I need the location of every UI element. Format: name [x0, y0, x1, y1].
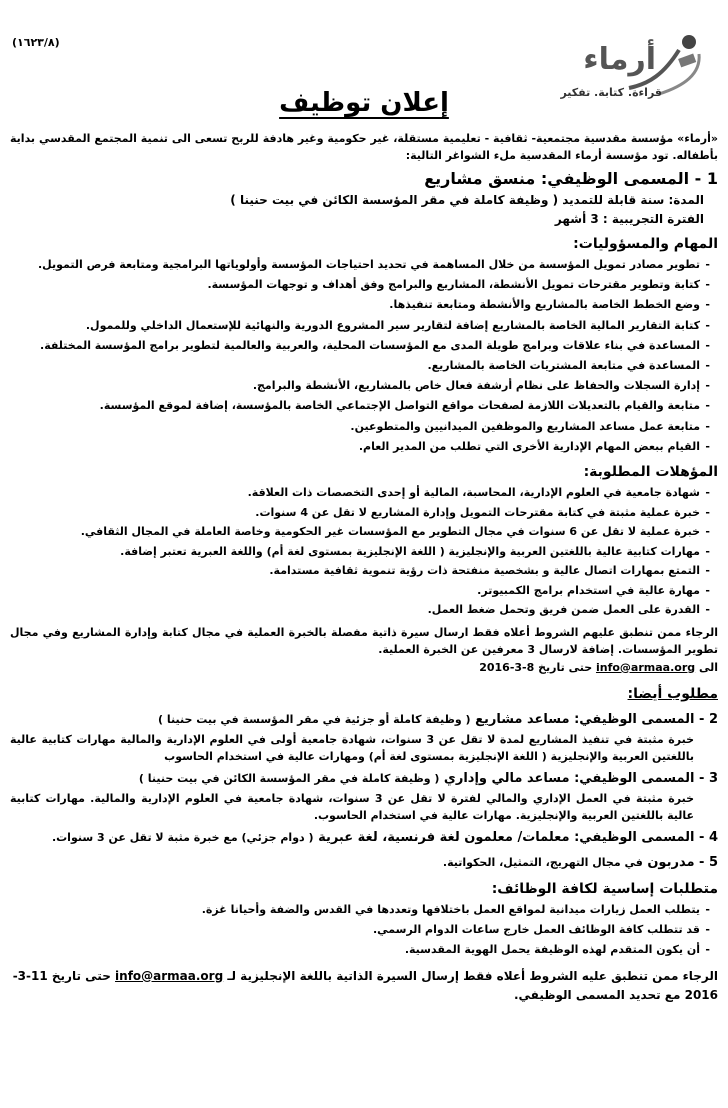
closing-paragraph-2 — [10, 967, 718, 1005]
job4-extra: ( دوام جزئي) مع خبرة مثبة لا تقل عن 3 سنوات. — [51, 831, 314, 845]
duties-heading: المهام والمسؤوليات: — [573, 236, 718, 252]
list-item: - القيام ببعض المهام الإدارية الأخرى التي تطلب من المدير العام. — [10, 437, 700, 457]
list-item: - خبرة عملية لا تقل عن 6 سنوات في مجال التطوير مع المؤسسات غير الحكومية وخاصة العاملة في المجال الثقافي. — [10, 522, 700, 542]
requirements-heading: متطلبات إساسية لكافة الوظائف: — [491, 881, 718, 898]
list-item: - خبرة عملية مثبتة في كتابة مقترحات التمويل وإدارة المشاريع لا تقل عن 4 سنوات. — [10, 503, 700, 523]
also-needed-heading: مطلوب أيضا: — [627, 686, 718, 703]
list-item: - كتابة التقارير المالية الخاصة بالمشاريع إضافة لتقارير سير المشروع الدورية والنهائية للإستعمال الداخلي وللممول. — [10, 316, 700, 336]
closing-paragraph-1 — [10, 624, 718, 677]
list-item: - قد تتطلب كافة الوظائف العمل خارج ساعات الدوام الرسمي. — [10, 920, 700, 940]
list-item: - المساعدة في متابعة المشتريات الخاصة بالمشاريع. — [10, 356, 700, 376]
job1-probation: الفترة التجريبية : 3 أشهر — [554, 212, 704, 226]
job3-details: خبرة مثبتة في العمل الإداري والمالي لفترة لا تقل عن 3 سنوات، شهادة جامعية في العلوم الإدارية والمالية. مهارات كتابية عالية باللغتين العربية والإنجليزية. مهارات عالية في استخدام الحاسوب. — [10, 792, 694, 823]
logo-name: أرماء — [583, 42, 656, 77]
logo-tagline: قراءة. كتابة. تفكير — [560, 86, 662, 99]
job5-heading — [10, 852, 718, 874]
closing2-text: الرجاء ممن تنطبق عليه الشروط أعلاه فقط إرسال السيرة الذاتية باللغة الإنجليزية لـ — [227, 968, 718, 983]
closing1-deadline: حتى تاريخ 8-3-2016 — [479, 660, 593, 674]
job1-details — [10, 191, 718, 229]
duties-list — [10, 255, 718, 457]
email-link-2[interactable]: info@armaa.org — [115, 968, 224, 983]
email-link-1[interactable]: info@armaa.org — [595, 660, 696, 674]
reference-code: (١٦٢٣/٨) — [12, 36, 60, 49]
list-item: - القدرة على العمل ضمن فريق وتحمل ضغط العمل. — [10, 600, 700, 620]
job5-extra: في مجال التهريج، التمثيل، الحكواتية. — [442, 856, 643, 870]
job1-heading: 1 - المسمى الوظيفي: منسق مشاريع — [424, 169, 718, 188]
job3-title: 3 - المسمى الوظيفي: مساعد مالي وإداري — [443, 771, 718, 787]
job1-duration: المدة: سنة قابلة للتمديد ( وظيفة كاملة في مقر المؤسسة الكائن في بيت حنينا ) — [230, 193, 704, 207]
list-item: - كتابة وتطوير مقترحات تمويل الأنشطة، المشاريع والبرامج وفق أهداف و توجهات المؤسسة. — [10, 275, 700, 295]
list-item: - تطوير مصادر تمويل المؤسسة من خلال المساهمة في تحديد احتياجات المؤسسة وأولوياتها البرامجية ومتابعة فرص التمويل. — [10, 255, 700, 275]
job2-title: 2 - المسمى الوظيفي: مساعد مشاريع — [475, 712, 718, 728]
list-item: - أن يكون المتقدم لهذه الوظيفة يحمل الهوية المقدسية. — [10, 940, 700, 960]
closing1-prefix: الى — [698, 660, 718, 674]
list-item: - متابعة عمل مساعد المشاريع والموظفين الميدانيين والمتطوعين. — [10, 417, 700, 437]
list-item: - وضع الخطط الخاصة بالمشاريع والأنشطة ومتابعة تنفيذها. — [10, 295, 700, 315]
list-item: - يتطلب العمل زيارات ميدانية لمواقع العمل باختلافها وتعددها في القدس والضفة وأحيانا غزة. — [10, 900, 700, 920]
job4-heading — [10, 827, 718, 849]
job5-title: 5 - مدربون — [647, 855, 718, 871]
requirements-list — [10, 900, 718, 961]
list-item: - متابعة والقيام بالتعديلات اللازمة لصفحات مواقع التواصل الإجتماعي الخاصة بالمؤسسة، إضافة لموقع المؤسسة. — [10, 396, 700, 416]
quals-heading: المؤهلات المطلوبة: — [583, 464, 718, 481]
closing2-deadline: حتى تاريخ 11-3-2016 مع تحديد المسمى الوظيفي. — [12, 968, 718, 1002]
page-title: إعلان توظيف — [279, 88, 449, 118]
closing1-text: الرجاء ممن تنطبق عليهم الشروط أعلاه فقط ارسال سيرة ذاتية مفصلة بالخبرة العملية في مجال كتابة وإدارة المشاريع وفي مجال تطوير المؤسسات. إضافة لارسال 3 معرفين عن الخبرة العملية. — [10, 625, 718, 657]
list-item: - شهادة جامعية في العلوم الإدارية، المحاسبة، المالية أو إحدى التخصصات ذات العلاقة. — [10, 483, 700, 503]
list-item: - المساعدة في بناء علاقات وبرامج طويلة المدى مع المؤسسات المحلية، والعربية والعالمية لتطوير برامج المؤسسة المختلفة. — [10, 336, 700, 356]
list-item: - مهارة عالية في استخدام برامج الكمبيوتر. — [10, 581, 700, 601]
list-item: - التمتع بمهارات اتصال عالية و بشخصية منفتحة ذات رؤية تنموية ثقافية مستدامة. — [10, 561, 700, 581]
job4-title: 4 - المسمى الوظيفي: معلمات/ معلمون لغة فرنسية، لغة عبرية — [318, 830, 718, 846]
job2-extra: ( وظيفة كاملة أو جزئية في مقر المؤسسة في بيت حنينا ) — [158, 713, 471, 727]
list-item: - إدارة السجلات والحفاظ على نظام أرشفة فعال خاص بالمشاريع، الأنشطة والبرامج. — [10, 376, 700, 396]
job3-extra: ( وظيفة كاملة في مقر المؤسسة الكائن في بيت حنينا ) — [138, 772, 440, 786]
quals-list — [10, 483, 718, 620]
job2-heading — [10, 709, 718, 731]
list-item: - مهارات كتابية عالية باللغتين العربية والإنجليزية ( اللغة الإنجليزية بمستوى لغة أم) واللغة العبرية تعتبر إضافة. — [10, 542, 700, 562]
job2-details: خبرة مثبتة في تنفيذ المشاريع لمدة لا تقل عن 3 سنوات، شهادة جامعية أولى في العلوم الإدارية والمالية مهارات كتابية عالية باللغتين العربية والإنجليزية ( اللغة الإنجليزية بمستوى لغة أم) ومهارات عالية في استخدام الحاسوب — [10, 733, 695, 764]
intro-paragraph: «أرماء» مؤسسة مقدسية مجتمعية- ثقافية - تعليمية مستقلة، غير حكومية وغير هادفة للربح تسعى الى تنمية المجتمع المقدسي بداية بأطفاله. تود مؤسسة أرماء المقدسية ملء الشواغر التالية: — [10, 132, 718, 162]
job3-heading — [10, 768, 718, 790]
announcement-body — [10, 130, 718, 1005]
